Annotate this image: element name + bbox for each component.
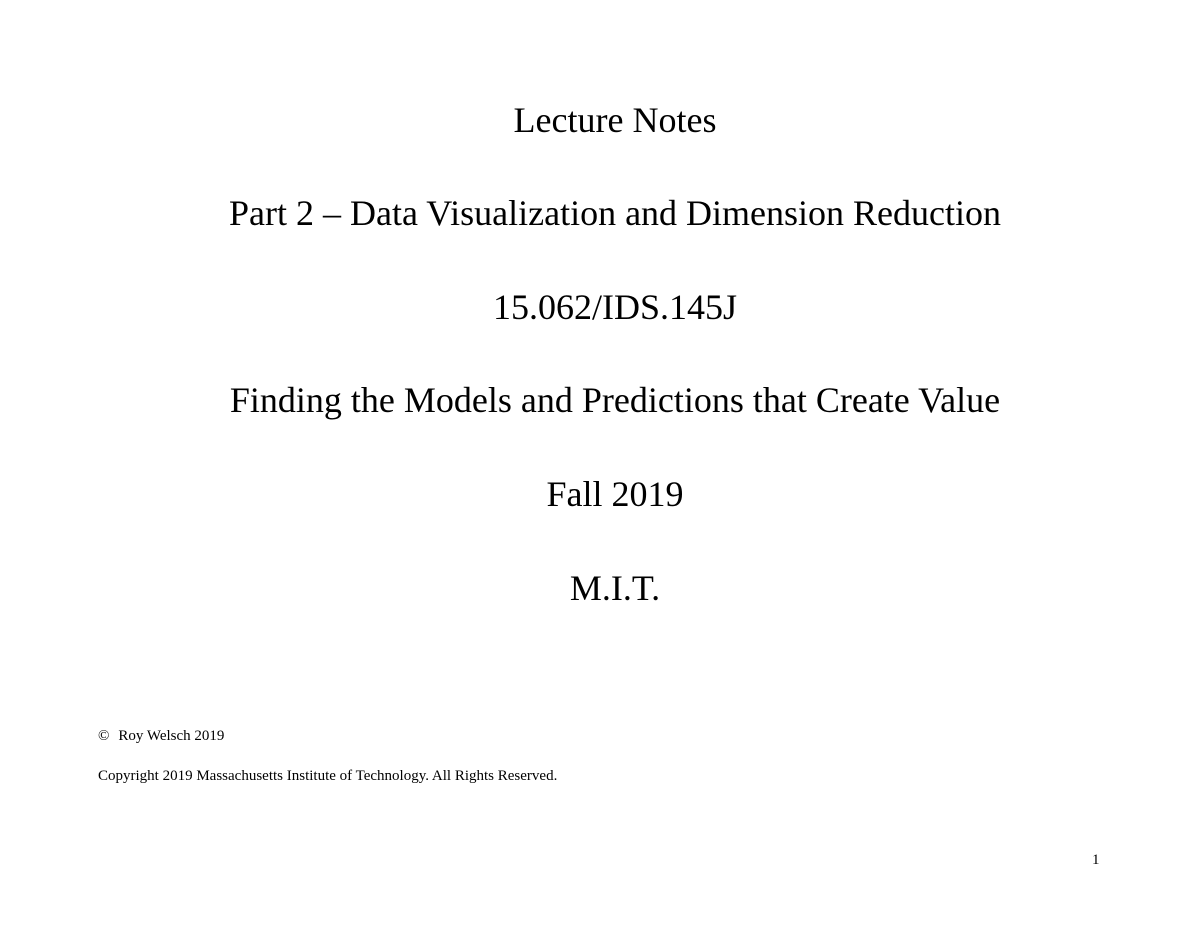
course-number: 15.062/IDS.145J — [492, 287, 738, 327]
term: Fall 2019 — [546, 474, 684, 514]
part-title: Part 2 – Data Visualization and Dimension Reduction — [228, 193, 1002, 233]
copyright-notice: Copyright 2019 Massachusetts Institute of Technology. All Rights Reserved. — [98, 768, 558, 784]
institution: M.I.T. — [569, 568, 661, 608]
author-name: Roy Welsch 2019 — [118, 728, 225, 744]
page-number: 1 — [1092, 852, 1100, 868]
lecture-notes-heading: Lecture Notes — [513, 100, 717, 140]
copyright-symbol: © — [98, 728, 110, 744]
author-line — [98, 727, 224, 745]
course-title: Finding the Models and Predictions that Create Value — [229, 380, 1001, 420]
